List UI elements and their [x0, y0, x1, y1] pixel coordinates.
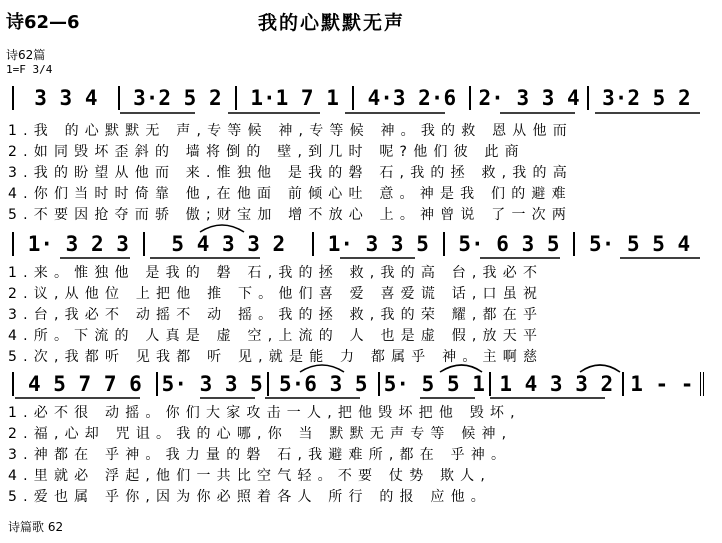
lyric-verse-3: 3.台,我必不 动摇不 动 摇。我的拯 救,我的荣 耀,都在乎: [8, 307, 544, 323]
notes: 5· 5 5 1: [383, 372, 485, 396]
lyric-verse-4: 4.所。下流的 人真是 虚 空,上流的 人 也是虚 假,放天平: [8, 328, 544, 344]
lyric-verse-2: 2.议,从他位 上把他 推 下。他们喜 爱 喜爱谎 话,口虽祝: [8, 286, 544, 302]
notes: 1· 3 3 5: [327, 232, 429, 256]
footer-label: 诗篇歌 62: [8, 520, 64, 534]
notes: 3 3 4: [34, 86, 98, 110]
key-signature: 1=F 3/4: [6, 63, 53, 76]
notes: 4·3 2·6: [367, 86, 457, 110]
notes: 3·2 5 2: [602, 86, 691, 110]
tie: [580, 365, 620, 372]
lyric-verse-2: 2.如同毁坏歪斜的 墙将倒的 壁,到几时 呢?他们彼 此商: [8, 144, 525, 160]
notes: 5 4 3 3 2: [171, 232, 286, 256]
notes: 2· 3 3 4: [478, 86, 580, 110]
lyric-verse-4: 4.里就必 浮起,他们一共比空气轻。不要 仗势 欺人,: [8, 468, 492, 484]
lyric-verse-3: 3.我的盼望从他而 来.惟独他 是我的磐 石,我的拯 救,我的高: [8, 165, 573, 181]
notes: 3·2 5 2: [133, 86, 222, 110]
notes: 5· 3 3 5: [161, 372, 263, 396]
song-title: 我的心默默无声: [258, 12, 406, 34]
lyric-verse-5: 5.不要因抢夺而骄 傲;财宝加 增不放心 上。神曾说 了一次两: [8, 207, 573, 223]
notes: 5· 6 3 5: [458, 232, 560, 256]
notes: 4 5 7 7 6: [27, 372, 142, 396]
lyric-verse-2: 2.福,心却 咒诅。我的心哪,你 当 默默无声专等 候神,: [8, 426, 513, 442]
lyric-verse-5: 5.次,我都听 见我都 听 见,就是能 力 都属乎 神。主啊慈: [8, 349, 544, 365]
notes: 1·1 7 1: [250, 86, 339, 110]
notes: 1 - -: [630, 372, 694, 396]
song-code: 诗62—6: [6, 12, 80, 33]
lyric-verse-4: 4.你们当时时倚靠 他,在他面 前倾心吐 意。神是我 们的避难: [8, 186, 572, 202]
lyric-verse-1: 1.来。惟独他 是我的 磐 石,我的拯 救,我的高 台,我必不: [8, 265, 544, 281]
notes: 5·6 3 5: [279, 372, 368, 396]
tie: [300, 365, 344, 372]
tie: [440, 365, 482, 372]
lyric-verse-5: 5.爱也属 乎你,因为你必照着各人 所行 的报 应他。: [8, 489, 492, 505]
notes: 1 4 3 3 2: [499, 372, 614, 396]
notes: 1· 3 2 3: [27, 232, 129, 256]
lyric-verse-3: 3.神都在 乎神。我力量的磐 石,我避难所,都在 乎神。: [8, 447, 512, 463]
lyric-verse-1: 1.必不很 动摇。你们大家攻击一人,把他毁坏把他 毁坏,: [8, 405, 521, 421]
psalm-reference: 诗62篇: [6, 48, 46, 62]
tie: [200, 225, 244, 232]
lyric-verse-1: 1.我 的心默默无 声,专等候 神,专等候 神。我的救 恩从他而: [8, 123, 573, 139]
notes: 5· 5 5 4: [589, 232, 691, 256]
